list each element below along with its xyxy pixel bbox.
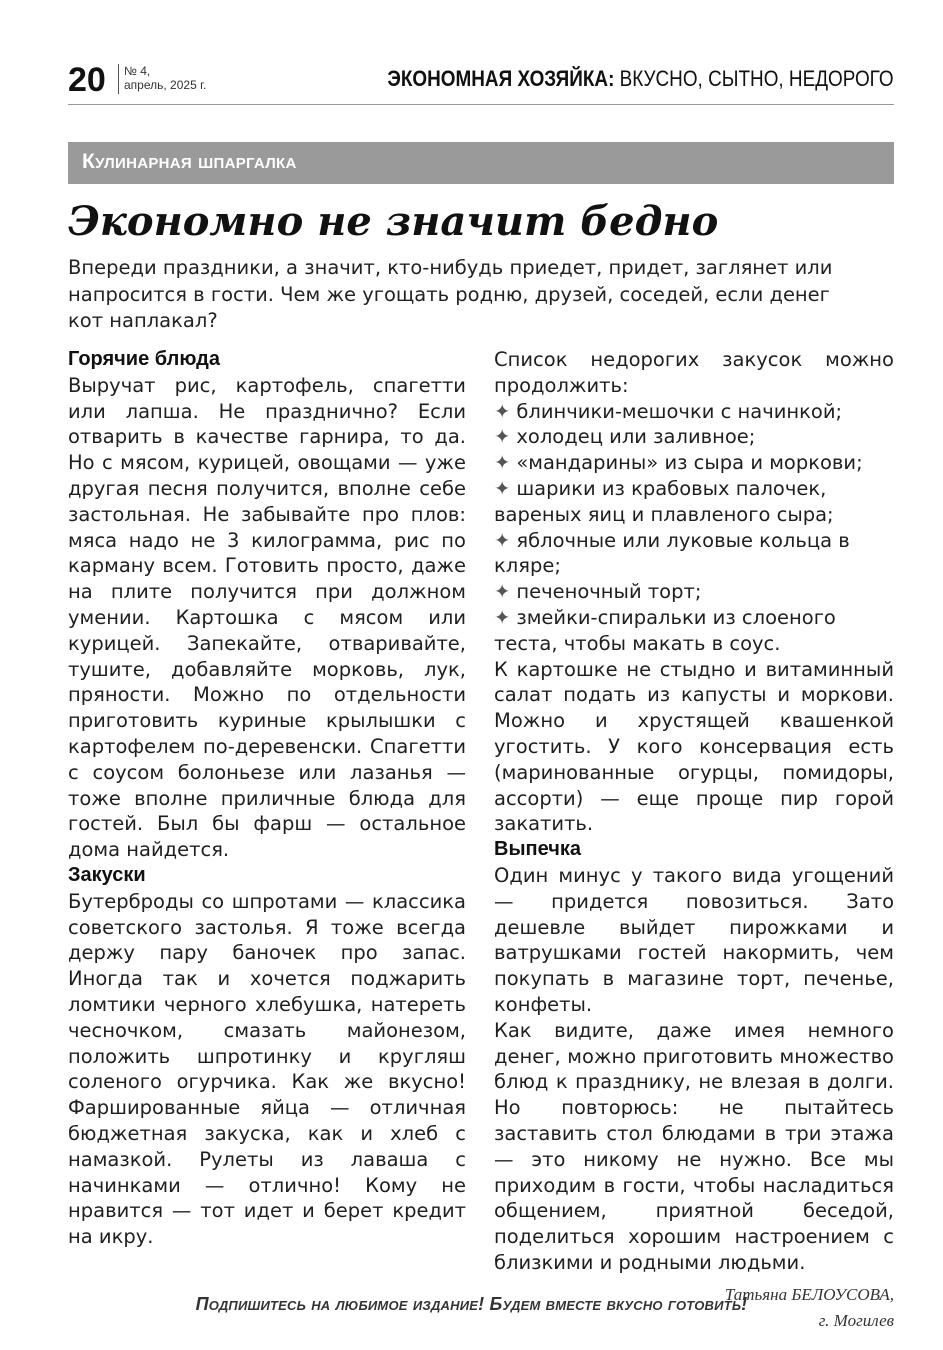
snack-list: [494, 399, 894, 657]
page-header: [68, 58, 894, 102]
list-item: ✦ холодец или заливное;: [494, 425, 756, 449]
bakery-heading: Выпечка: [494, 838, 581, 861]
issue-info: [124, 64, 206, 92]
snacks-text: Бутерброды со шпротами — классика советского застолья. Я тоже всегда держу пару баночек про запас. Иногда так и хочется поджарить ломтики черного хлебушка, натереть чесночком, смазать майонезом, положить шпротинку и кругляш соленого огурчика. Как же вкусно! Фаршированные яйца — отличная бюджетная закуска, как и хлеб с намазкой. Рулеты из лаваша с начинками — отлично! Кому не нравится — тот идет и берет кредит на икру.: [68, 889, 466, 1249]
issue-date: апрель, 2025 г.: [124, 78, 207, 92]
list-item: ✦ блинчики-мешочки с начинкой;: [494, 399, 843, 423]
snacks-heading: Закуски: [68, 863, 146, 886]
magazine-title-rest: ВКУСНО, СЫТНО, НЕДОРОГО: [614, 66, 894, 91]
four-point-star-icon: ✦: [494, 580, 511, 604]
bakery-text: Один минус у такого вида угощений — придется повозиться. Зато дешевле выйдет пирожками и ватрушками гостей накормить, чем покупать в магазине торт, печенье, конфеты.: [494, 863, 894, 1016]
four-point-star-icon: ✦: [494, 425, 511, 449]
article-headline: Экономно не значит бедно: [68, 198, 719, 245]
header-rule: [68, 104, 894, 105]
left-column: [68, 347, 466, 1250]
snack-list-intro: Список недорогих закусок можно продолжить:: [494, 348, 894, 397]
rubric-bar: [68, 142, 894, 184]
author-name: Татьяна БЕЛОУСОВА,: [724, 1284, 894, 1304]
page-number: 20: [68, 61, 106, 99]
issue-number: № 4,: [124, 64, 151, 78]
subscription-footer: Подпишитесь на любимое издание! Будем вместе вкусно готовить!: [195, 1294, 748, 1314]
list-item: ✦ яблочные или луковые кольца в кляре;: [494, 528, 850, 578]
salad-text: К картошке не стыдно и витаминный салат подать из капусты и моркови. Можно и хрустящей квашенкой угостить. У кого консервация есть (маринованные огурцы, помидоры, ассорти) — еще проще пир горой закатить.: [494, 657, 894, 836]
hot-dishes-text: Выручат рис, картофель, спагетти или лапша. Не празднично? Если отварить в качестве гарнира, то да. Но с мясом, курицей, овощами — уже другая песня получится, вполне себе застольная. Не забывайте про плов: мяса надо не 3 килограмма, рис по карману всем. Готовить просто, даже на плите получится при должном умении. Картошка с мясом или курицей. Запекайте, отваривайте, тушите, добавляйте морковь, лук, пряности. Можно по отдельности приготовить куриные крылышки с картофелем по-деревенски. Спагетти с соусом болоньезе или лазанья — тоже вполне приличные блюда для гостей. Был бы фарш — остальное дома найдется.: [68, 373, 466, 862]
list-item: ✦ печеночный торт;: [494, 580, 702, 604]
list-item: ✦ змейки-спиральки из слоеного теста, чтобы макать в соус.: [494, 605, 836, 655]
header-divider: [118, 64, 119, 94]
hot-dishes-heading: Горячие блюда: [68, 348, 220, 370]
four-point-star-icon: ✦: [494, 399, 511, 423]
magazine-title-bold: ЭКОНОМНАЯ ХОЗЯЙКА:: [387, 66, 615, 91]
magazine-title: [388, 66, 894, 92]
four-point-star-icon: ✦: [494, 605, 511, 629]
four-point-star-icon: ✦: [494, 476, 511, 500]
author-city: г. Могилев: [818, 1310, 894, 1330]
four-point-star-icon: ✦: [494, 451, 511, 475]
right-column: [494, 347, 894, 1334]
rubric-label: Кулинарная шпаргалка: [82, 150, 297, 173]
article-lead: Впереди праздники, а значит, кто-нибудь приедет, придет, заглянет или напросится в гости. Чем же угощать родню, друзей, соседей, если денег кот наплакал?: [68, 256, 833, 332]
four-point-star-icon: ✦: [494, 528, 511, 552]
list-item: ✦ «мандарины» из сыра и моркови;: [494, 451, 863, 475]
list-item: ✦ шарики из крабовых палочек, вареных яиц и плавленого сыра;: [494, 476, 834, 526]
conclusion-text: Как видите, даже имея немного денег, можно приготовить множество блюд к празднику, не влезая в долги. Но повторюсь: не пытайтесь заставить стол блюдами в три этажа — это никому не нужно. Все мы приходим в гости, чтобы насладиться общением, приятной беседой, поделиться хорошим настроением с близкими и родными людьми.: [494, 1018, 894, 1274]
